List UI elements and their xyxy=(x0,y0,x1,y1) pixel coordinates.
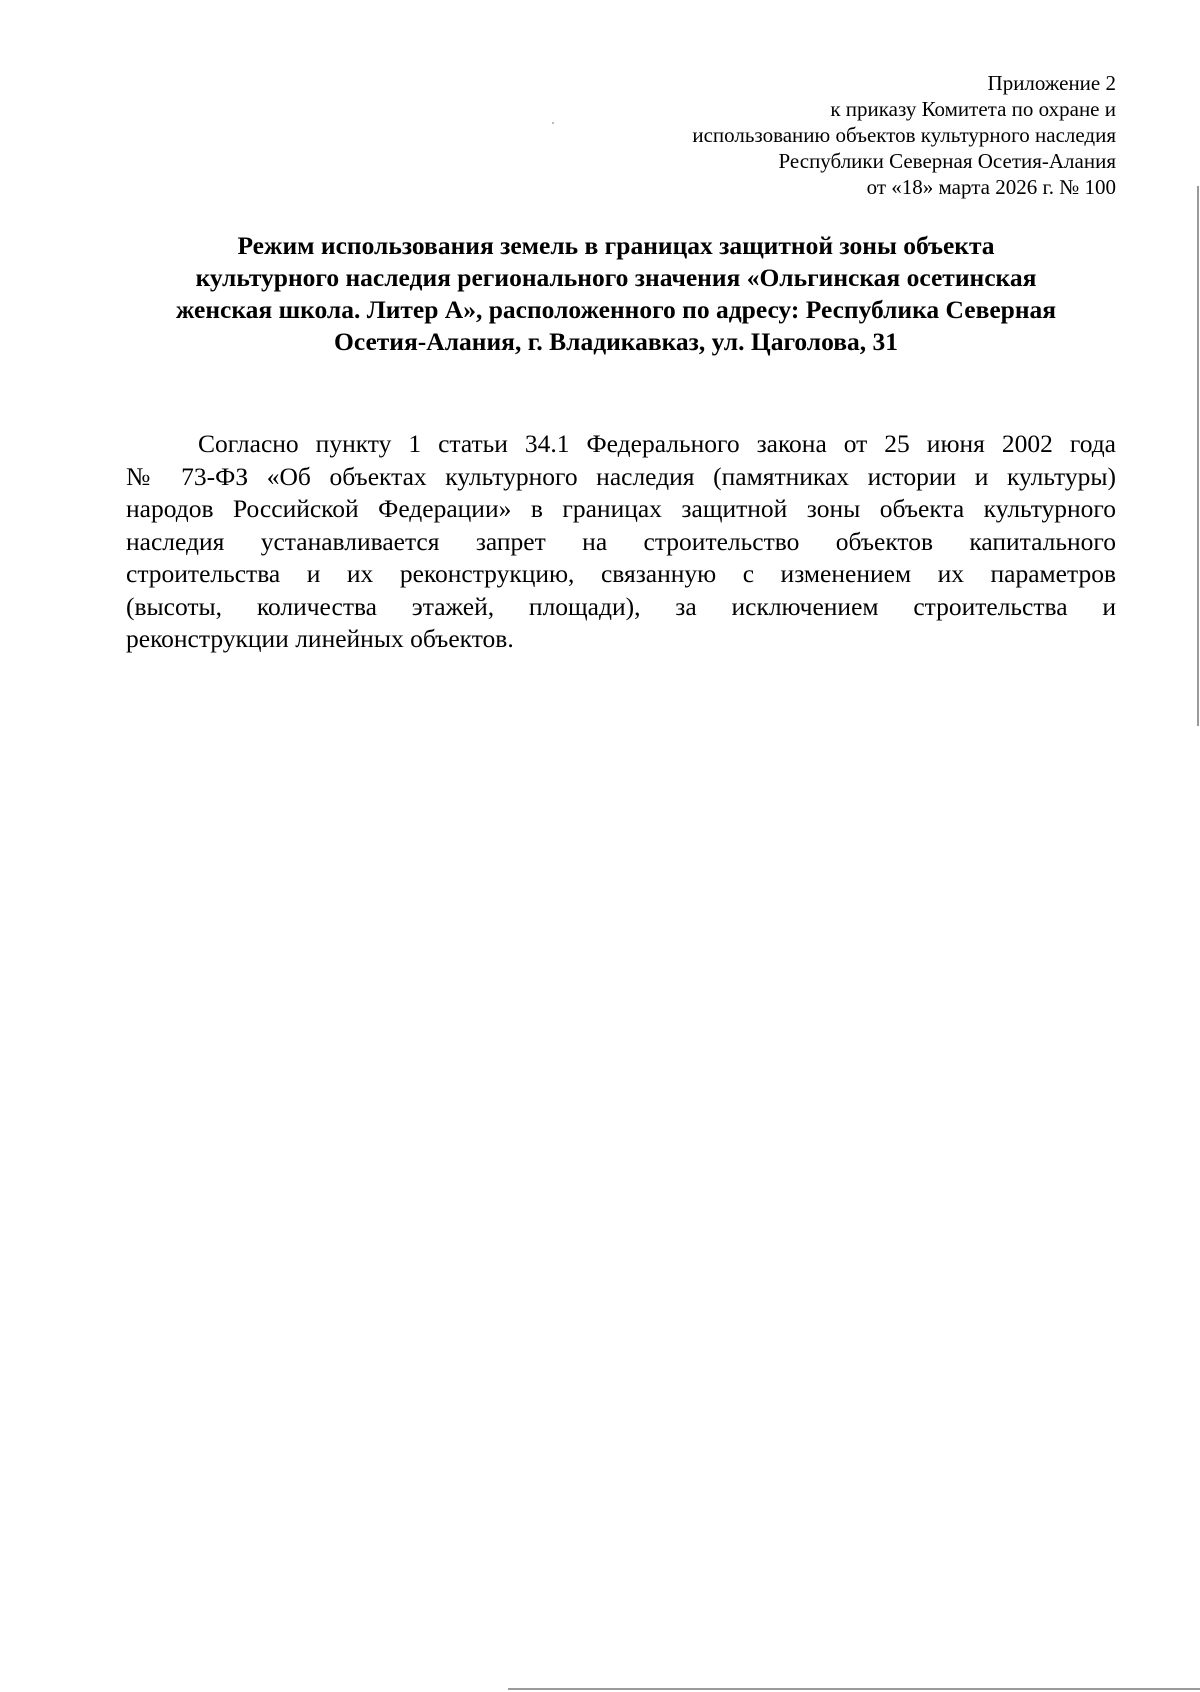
body-paragraph xyxy=(126,428,1116,656)
body-line-3: народов Российской Федерации» в границах защитной зоны объекта культурного xyxy=(126,494,1116,523)
scan-edge-right xyxy=(1197,186,1199,726)
document-title xyxy=(120,230,1112,358)
appendix-committee-line: использованию объектов культурного наследия xyxy=(692,123,1116,147)
title-line-4: Осетия-Алания, г. Владикавказ, ул. Цаголова, 31 xyxy=(334,327,898,356)
appendix-republic-line: Республики Северная Осетия-Алания xyxy=(778,149,1116,173)
appendix-header xyxy=(692,70,1116,200)
title-line-1: Режим использования земель в границах защитной зоны объекта xyxy=(237,231,995,260)
body-line-2: № 73-ФЗ «Об объектах культурного наследия (памятниках истории и культуры) xyxy=(126,461,1116,491)
scan-artifact-dot xyxy=(552,122,554,124)
body-line-7: реконструкции линейных объектов. xyxy=(126,624,514,653)
appendix-number: Приложение 2 xyxy=(987,71,1116,95)
title-line-3: женская школа. Литер А», расположенного по адресу: Республика Северная xyxy=(175,295,1057,324)
body-line-5: строительства и их реконструкцию, связанную с изменением их параметров xyxy=(126,559,1116,588)
scan-edge-bottom xyxy=(508,1688,1200,1690)
body-line-4: наследия устанавливается запрет на строительство объектов капитального xyxy=(126,526,1116,556)
body-line-1: Согласно пункту 1 статьи 34.1 Федерального закона от 25 июня 2002 года xyxy=(198,429,1116,458)
appendix-date-number: от «18» марта 2026 г. № 100 xyxy=(866,175,1116,199)
body-line-6: (высоты, количества этажей, площади), за исключением строительства и xyxy=(126,591,1116,621)
title-line-2: культурного наследия регионального значения «Ольгинская осетинская xyxy=(195,263,1037,292)
appendix-order-line: к приказу Комитета по охране и xyxy=(830,97,1116,121)
